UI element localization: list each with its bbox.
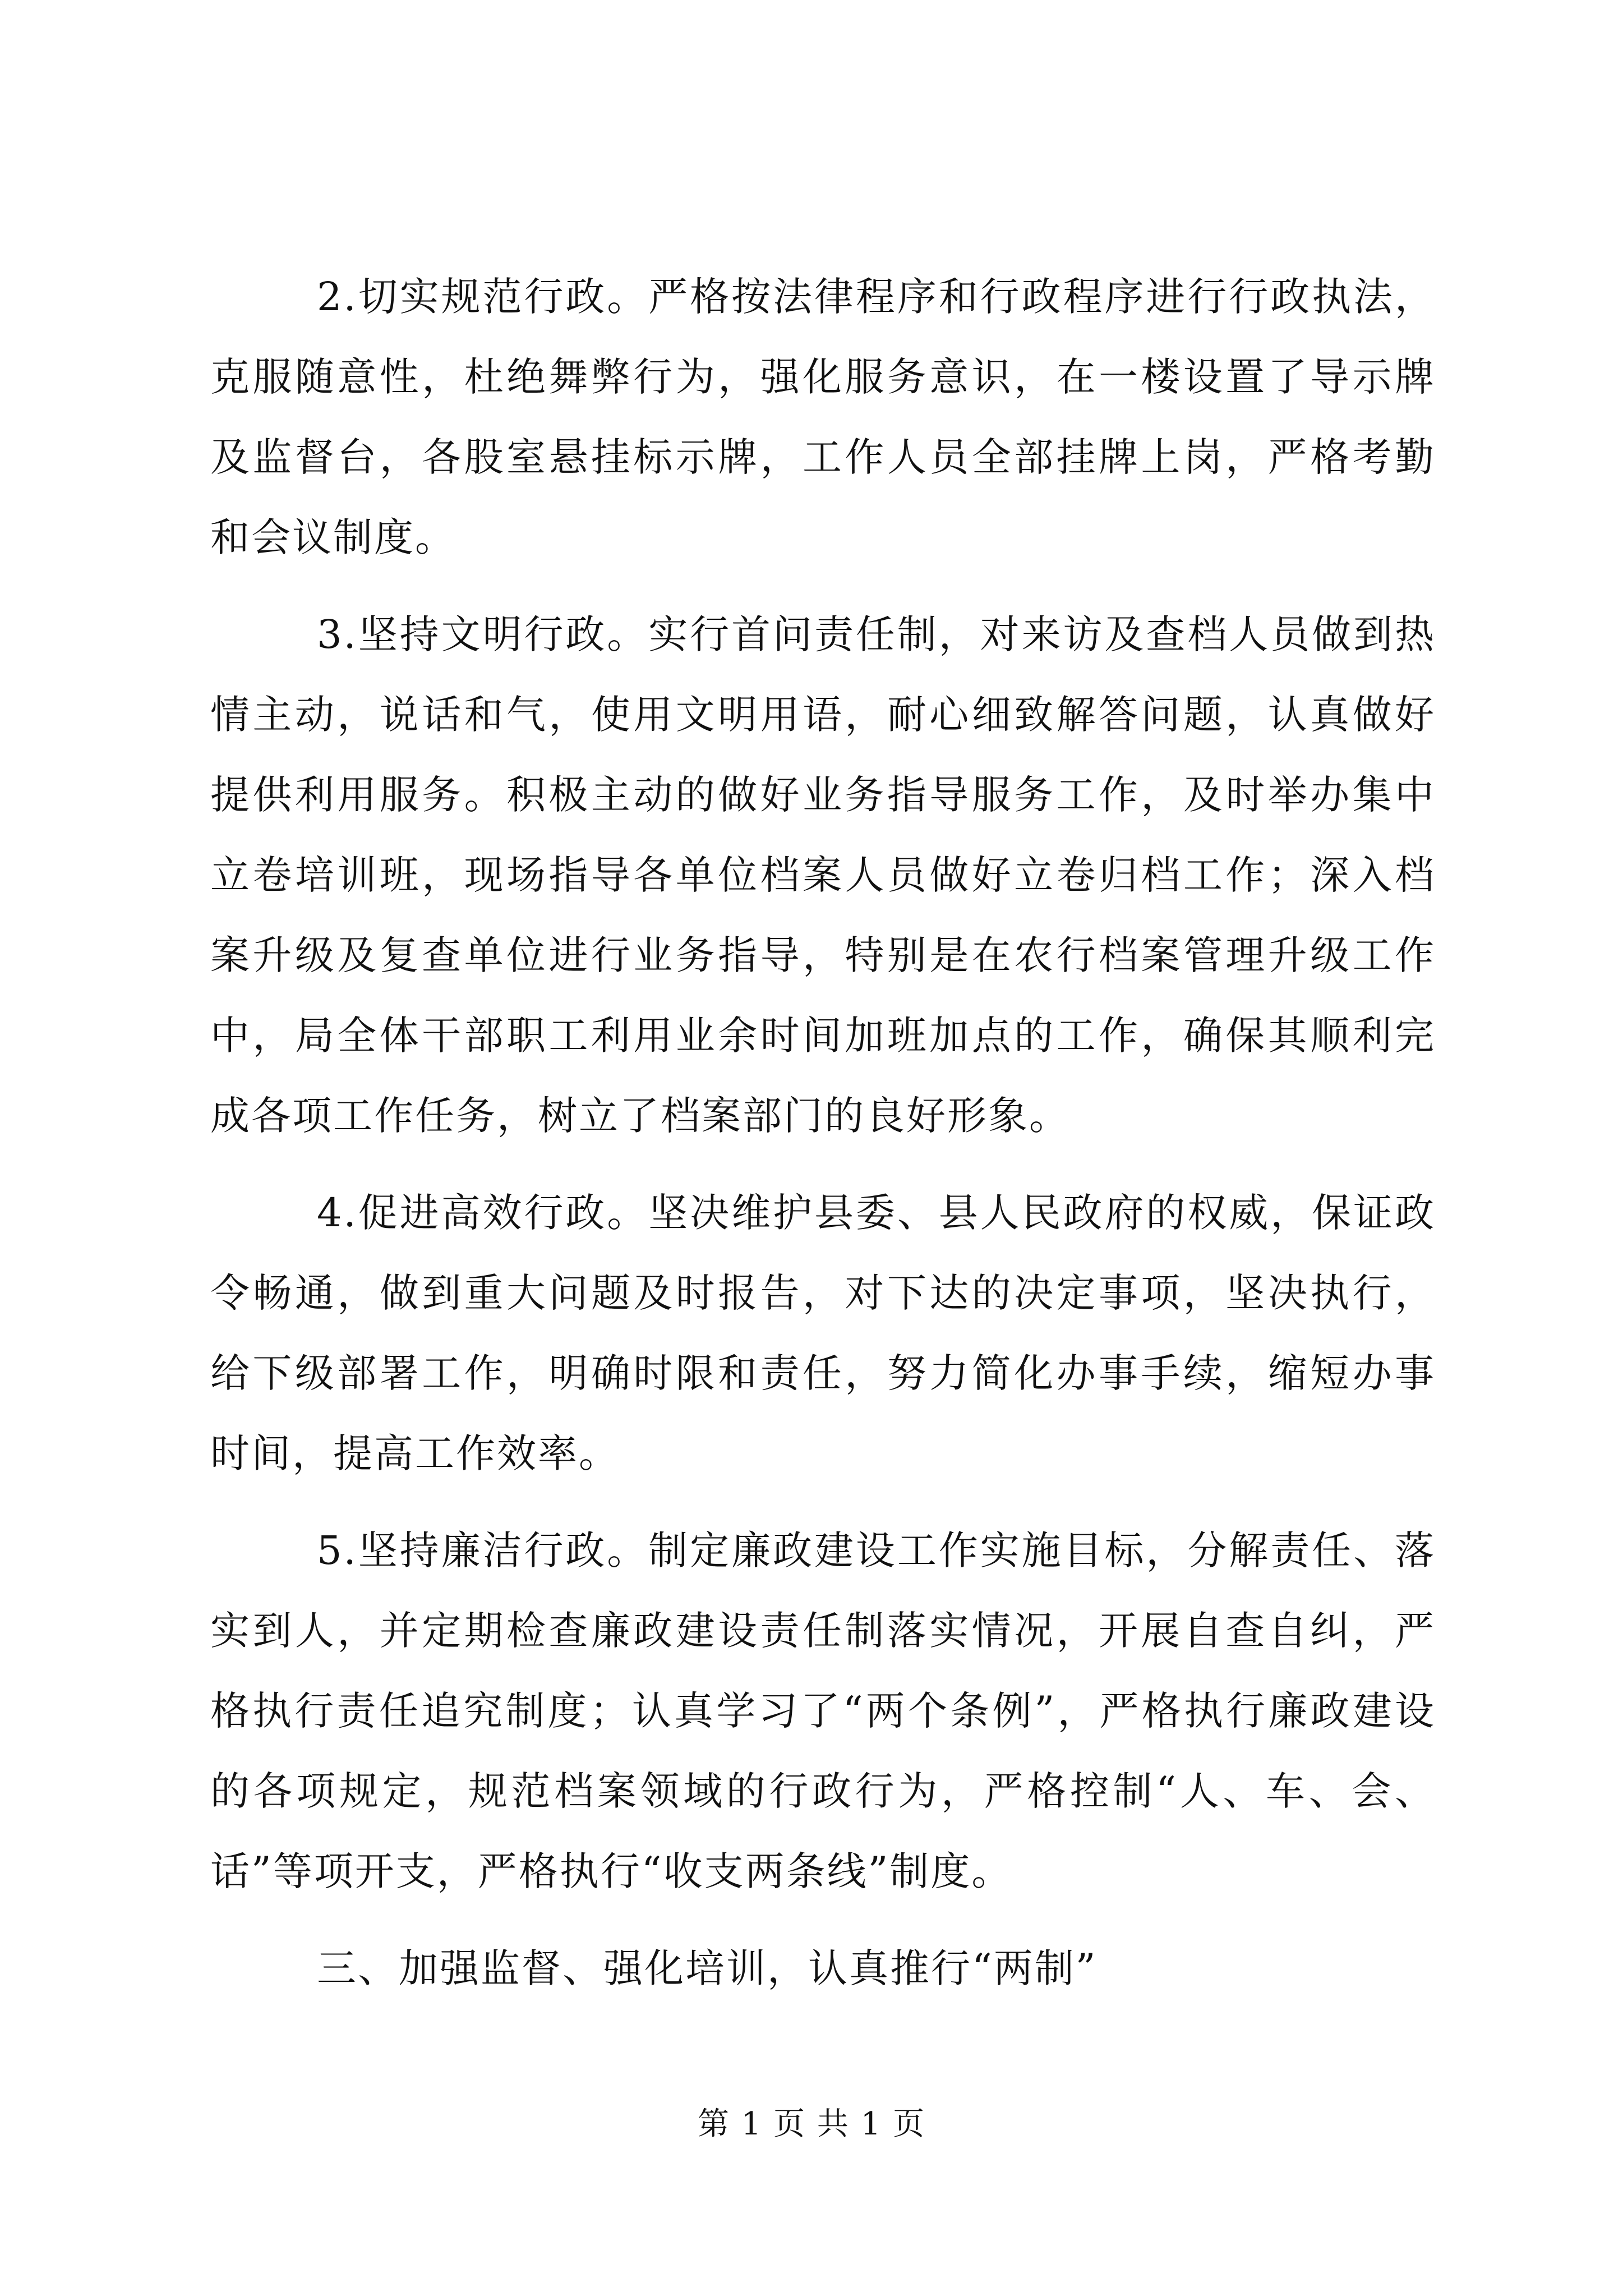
section-heading: 三、加强监督、强化培训，认真推行“两制” bbox=[317, 1945, 1098, 1991]
paragraph-clean-administration: 5.坚持廉洁行政。制定廉政建设工作实施目标，分解责任、落实到人，并定期检查廉政建设责任制落实情况，开展自查自纠，严格执行责任追究制度；认真学习了“两个条例”，严格执行廉政建设的各项规定，规范档案领域的行政行为，严格控制“人、车、会、话”等项开支，严格执行“收支两条线”制度。 bbox=[210, 1527, 1436, 1894]
paragraph-efficient-administration: 4.促进高效行政。坚决维护县委、县人民政府的权威，保证政令畅通，做到重大问题及时报告，对下达的决定事项，坚决执行，给下级部署工作，明确时限和责任，努力简化办事手续，缩短办事时间，提高工作效率。 bbox=[210, 1190, 1436, 1476]
page-number-footer: 第 1 页 共 1 页 bbox=[697, 2106, 926, 2142]
paragraph-regulate-administration: 2.切实规范行政。严格按法律程序和行政程序进行行政执法，克服随意性，杜绝舞弊行为，强化服务意识，在一楼设置了导示牌及监督台，各股室悬挂标示牌，工作人员全部挂牌上岗，严格考勤和会议制度。 bbox=[210, 274, 1436, 560]
document-body bbox=[210, 257, 1436, 2026]
paragraph-civilized-administration: 3.坚持文明行政。实行首问责任制，对来访及查档人员做到热情主动，说话和气，使用文明用语，耐心细致解答问题，认真做好提供利用服务。积极主动的做好业务指导服务工作，及时举办集中立卷培训班，现场指导各单位档案人员做好立卷归档工作；深入档案升级及复查单位进行业务指导，特别是在农行档案管理升级工作中，局全体干部职工利用业余时间加班加点的工作，确保其顺利完成各项工作任务，树立了档案部门的良好形象。 bbox=[210, 611, 1436, 1139]
